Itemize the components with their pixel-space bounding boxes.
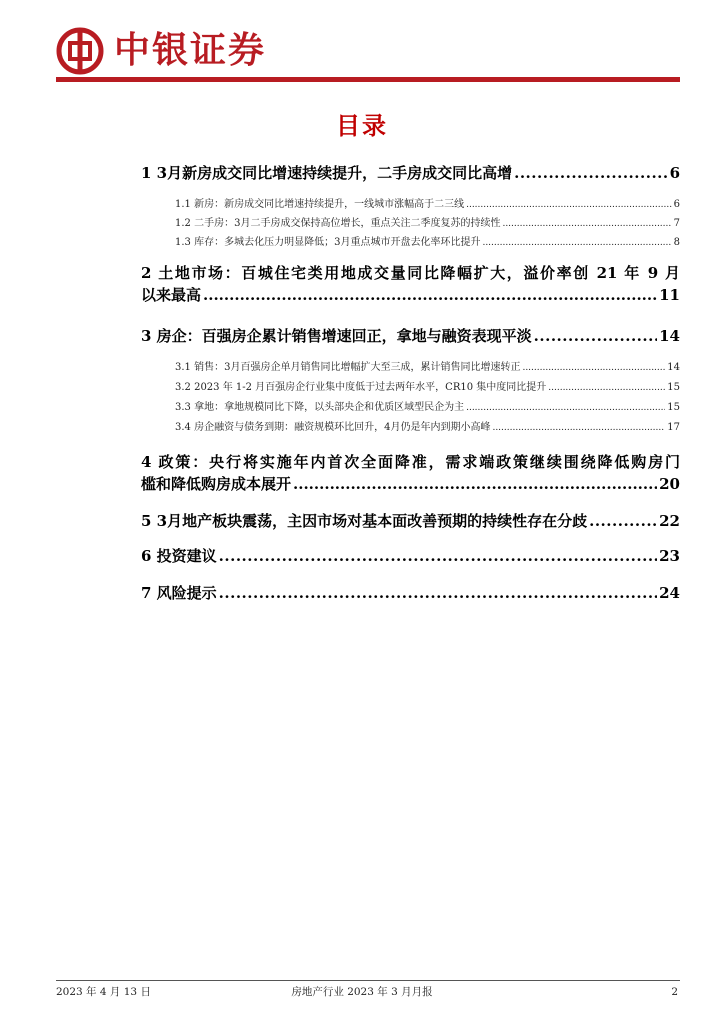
toc-entry-3-1[interactable]: 3.1 销售：3月百强房企单月销售同比增幅扩大至三成，累计销售同比增速转正 ..... 14: [141, 361, 680, 375]
toc-entry-1-1[interactable]: 1.1 新房：新房成交同比增速持续提升，一线城市涨幅高于二三线 ..... 6: [141, 198, 680, 212]
toc-entry-2[interactable]: 2 土地市场：百城住宅类用地成交量同比降幅扩大，溢价率创 21 年 9 月 以来最高 ..... 11: [141, 262, 680, 306]
toc-entry-3[interactable]: 3 房企：百强房企累计销售增速回正，拿地与融资表现平淡 ..... 14: [141, 325, 680, 347]
toc-entry-1-3[interactable]: 1.3 库存：多城去化压力明显降低；3月重点城市开盘去化率环比提升 ..... 8: [141, 236, 680, 250]
header-rule: [56, 77, 680, 82]
toc-entry-6[interactable]: 6 投资建议 ..... 23: [141, 545, 680, 567]
toc-entry-5[interactable]: 5 3月地产板块震荡，主因市场对基本面改善预期的持续性存在分歧 ..... 22: [141, 510, 680, 532]
brand-name: 中银证券: [114, 30, 267, 71]
toc-title: 目录: [336, 112, 388, 140]
boc-logo-icon: [56, 27, 104, 75]
footer-page-number: 2: [671, 986, 678, 998]
footer-rule: [56, 980, 680, 981]
toc-entry-1-2[interactable]: 1.2 二手房：3月二手房成交保持高位增长，重点关注二季度复苏的持续性 ..... 7: [141, 217, 680, 231]
toc-entry-3-2[interactable]: 3.2 2023 年 1-2 月百强房企行业集中度低于过去两年水平，CR10 集中度同比提升 ..... 15: [141, 381, 680, 395]
footer-date: 2023 年 4 月 13 日: [56, 986, 151, 998]
toc-entry-3-4[interactable]: 3.4 房企融资与债务到期：融资规模环比回升，4月仍是年内到期小高峰 ..... 17: [141, 421, 680, 435]
toc-entry-4[interactable]: 4 政策：央行将实施年内首次全面降准，需求端政策继续围绕降低购房门 槛和降低购房成本展开 ..... 20: [141, 451, 680, 495]
toc-entry-3-3[interactable]: 3.3 拿地：拿地规模同比下降，以头部央企和优质区域型民企为主 ..... 15: [141, 401, 680, 415]
footer-report-title: 房地产行业 2023 年 3 月月报: [291, 986, 433, 998]
toc-entry-7[interactable]: 7 风险提示 ..... 24: [141, 582, 680, 604]
page-header: [56, 26, 266, 76]
toc-entry-1[interactable]: 1 3月新房成交同比增速持续提升，二手房成交同比高增 ..... 6: [141, 162, 680, 184]
